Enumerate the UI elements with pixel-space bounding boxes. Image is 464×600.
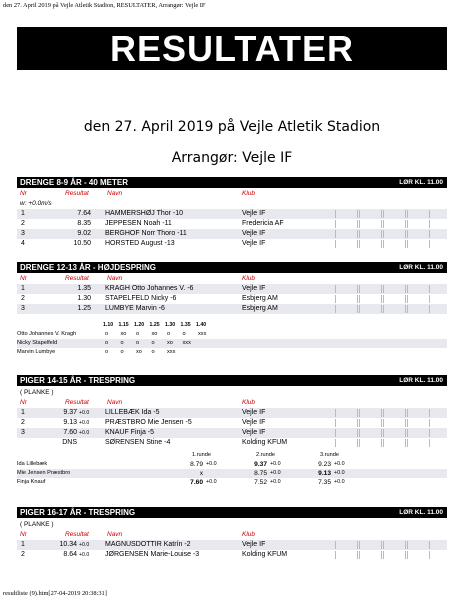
grid-cell bbox=[383, 541, 406, 549]
bar-height: 1.35 bbox=[180, 322, 191, 328]
wind-value: +0.0 bbox=[79, 410, 90, 416]
grid-cell bbox=[407, 295, 430, 303]
athlete-name: Ida Lillebæk bbox=[17, 461, 48, 467]
grid-cell bbox=[359, 285, 382, 293]
grid-cell bbox=[359, 419, 382, 427]
grid-cell bbox=[407, 551, 430, 559]
place: 2 bbox=[21, 419, 25, 426]
result-value: 1.35 bbox=[77, 285, 91, 292]
page-footer: resultliste (9).htm[27-04-2019 20:38:31] bbox=[3, 590, 107, 597]
grid-cell bbox=[407, 220, 430, 228]
column-headers bbox=[17, 397, 447, 408]
result-row bbox=[17, 294, 447, 304]
attempt-mark: o bbox=[120, 349, 124, 355]
col-navn: Navn bbox=[107, 275, 123, 282]
result-value: 7.64 bbox=[77, 210, 91, 217]
round-result: 7.35 bbox=[318, 479, 331, 486]
wind-note: w: +0.0m/s bbox=[20, 200, 52, 207]
round-result: 8.75 bbox=[254, 470, 267, 477]
section-title: DRENGE 12-13 ÅR - HØJDESPRING bbox=[20, 263, 157, 272]
round-wind: +0.0 bbox=[270, 470, 281, 476]
club-name: Vejle IF bbox=[242, 419, 266, 426]
section-drenge-8-9 bbox=[17, 177, 447, 249]
place: 1 bbox=[21, 210, 25, 217]
round-result: 9.13 bbox=[318, 470, 331, 477]
col-resultat: Resultat bbox=[65, 531, 89, 538]
place: 1 bbox=[21, 541, 25, 548]
club-name: Vejle IF bbox=[242, 285, 266, 292]
place: 3 bbox=[21, 429, 25, 436]
round-row bbox=[17, 478, 447, 487]
result-value: 9.13 bbox=[63, 419, 77, 426]
empty-cells bbox=[335, 209, 447, 219]
grid-cell bbox=[383, 419, 406, 427]
grid-cell bbox=[383, 210, 406, 218]
col-resultat: Resultat bbox=[65, 399, 89, 406]
place: 1 bbox=[21, 285, 25, 292]
result-row bbox=[17, 284, 447, 294]
attempt-row bbox=[17, 348, 447, 357]
grid-cell bbox=[383, 439, 406, 447]
club-name: Vejle IF bbox=[242, 429, 266, 436]
section-time: LØR KL. 11.00 bbox=[399, 179, 443, 186]
club-name: Fredericia AF bbox=[242, 220, 284, 227]
athlete-name: KNAUF Finja -5 bbox=[105, 429, 155, 436]
result-row bbox=[17, 438, 447, 448]
height-headers bbox=[17, 320, 447, 330]
attempt-mark: xo bbox=[120, 331, 127, 337]
club-name: Vejle IF bbox=[242, 409, 266, 416]
empty-cells bbox=[335, 219, 447, 229]
result-row bbox=[17, 219, 447, 229]
grid-cell bbox=[407, 419, 430, 427]
grid-cell bbox=[383, 285, 406, 293]
col-resultat: Resultat bbox=[65, 275, 89, 282]
section-time: LØR KL. 11.00 bbox=[399, 509, 443, 516]
result-value: 7.60 bbox=[63, 429, 77, 436]
round-row bbox=[17, 460, 447, 469]
round-label: 2.runde bbox=[256, 452, 275, 458]
grid-cell bbox=[359, 240, 382, 248]
section-header bbox=[17, 262, 447, 273]
place: 4 bbox=[21, 240, 25, 247]
grid-cell bbox=[407, 439, 430, 447]
grid-cell bbox=[383, 295, 406, 303]
result-value: 1.25 bbox=[77, 305, 91, 312]
athlete-name: SØRENSEN Stine -4 bbox=[105, 439, 171, 446]
col-nr: Nr bbox=[20, 399, 27, 406]
grid-cell bbox=[335, 210, 358, 218]
result-value: DNS bbox=[62, 439, 77, 446]
attempt-mark: o bbox=[120, 340, 124, 346]
round-label: 3.runde bbox=[320, 452, 339, 458]
result-value: 10.34 bbox=[59, 541, 77, 548]
result-row bbox=[17, 428, 447, 438]
athlete-name: STAPELFELD Nicky -6 bbox=[105, 295, 177, 302]
col-nr: Nr bbox=[20, 190, 27, 197]
attempt-mark: o bbox=[105, 331, 109, 337]
grid-cell bbox=[407, 230, 430, 238]
club-name: Kolding KFUM bbox=[242, 551, 288, 558]
place: 1 bbox=[21, 409, 25, 416]
round-result: 8.79 bbox=[190, 461, 203, 468]
wind-value: +0.0 bbox=[79, 430, 90, 436]
grid-cell bbox=[335, 240, 358, 248]
col-navn: Navn bbox=[107, 190, 123, 197]
round-row bbox=[17, 469, 447, 478]
result-value: 8.64 bbox=[63, 551, 77, 558]
attempt-mark: o bbox=[105, 340, 109, 346]
section-title: PIGER 16-17 ÅR - TRESPRING bbox=[20, 508, 136, 517]
col-klub: Klub bbox=[242, 275, 256, 282]
attempt-mark: xxx bbox=[182, 340, 191, 346]
round-wind: +0.0 bbox=[334, 470, 345, 476]
grid-cell bbox=[359, 409, 382, 417]
attempt-mark: o bbox=[182, 331, 186, 337]
round-result: 9.23 bbox=[318, 461, 331, 468]
section-title: PIGER 14-15 ÅR - TRESPRING bbox=[20, 376, 136, 385]
section-piger-16-17 bbox=[17, 507, 447, 560]
grid-cell bbox=[335, 285, 358, 293]
section-header bbox=[17, 177, 447, 188]
athlete-name: JEPPESEN Noah -11 bbox=[105, 220, 172, 227]
round-result: 7.52 bbox=[254, 479, 267, 486]
athlete-name: MAGNUSDOTTIR Katrín -2 bbox=[105, 541, 191, 548]
result-value: 1.30 bbox=[77, 295, 91, 302]
club-name: Esbjerg AM bbox=[242, 305, 278, 312]
place: 2 bbox=[21, 295, 25, 302]
place: 2 bbox=[21, 220, 25, 227]
result-row bbox=[17, 209, 447, 219]
club-name: Vejle IF bbox=[242, 541, 266, 548]
grid-cell bbox=[359, 295, 382, 303]
section-piger-14-15 bbox=[17, 375, 447, 487]
column-headers bbox=[17, 273, 447, 284]
col-navn: Navn bbox=[107, 399, 123, 406]
round-result: 9.37 bbox=[254, 461, 267, 468]
round-wind: +0.0 bbox=[206, 479, 217, 485]
col-resultat: Resultat bbox=[65, 190, 89, 197]
empty-cells bbox=[335, 304, 447, 314]
grid-cell bbox=[335, 429, 358, 437]
empty-cells bbox=[335, 284, 447, 294]
athlete-name: Nicky Stapelfeld bbox=[17, 340, 58, 346]
round-wind: +0.0 bbox=[334, 479, 345, 485]
wind-value: +0.0 bbox=[79, 420, 90, 426]
grid-cell bbox=[383, 305, 406, 313]
result-row bbox=[17, 408, 447, 418]
attempt-row bbox=[17, 339, 447, 348]
grid-cell bbox=[407, 210, 430, 218]
empty-cells bbox=[335, 428, 447, 438]
athlete-name: PRÆSTBRO Mie Jensen -5 bbox=[105, 419, 192, 426]
athlete-name: Mie Jensen Præstbro bbox=[17, 470, 71, 476]
attempt-row bbox=[17, 330, 447, 339]
athlete-name: LUMBYE Marvin -6 bbox=[105, 305, 165, 312]
section-drenge-12-13 bbox=[17, 262, 447, 357]
place: 3 bbox=[21, 305, 25, 312]
result-value: 9.02 bbox=[77, 230, 91, 237]
grid-cell bbox=[335, 220, 358, 228]
empty-cells bbox=[335, 294, 447, 304]
page-header: den 27. April 2019 på Vejle Atletik Stadion, RESULTATER, Arrangør: Vejle IF bbox=[3, 2, 206, 9]
grid-cell bbox=[335, 551, 358, 559]
grid-cell bbox=[407, 285, 430, 293]
place: 3 bbox=[21, 230, 25, 237]
bar-height: 1.10 bbox=[103, 322, 114, 328]
grid-cell bbox=[359, 429, 382, 437]
athlete-name: Otto Johannes V. Kragh bbox=[17, 331, 77, 337]
attempt-mark: xo bbox=[136, 349, 142, 355]
event-date-venue: den 27. April 2019 på Vejle Atletik Stadion bbox=[83, 119, 381, 135]
grid-cell bbox=[359, 210, 382, 218]
wind-value: +0.0 bbox=[79, 542, 90, 548]
grid-cell bbox=[383, 230, 406, 238]
planke-note: ( PLANKE ) bbox=[20, 389, 54, 396]
bar-height: 1.20 bbox=[134, 322, 145, 328]
round-result: 7.60 bbox=[190, 479, 203, 486]
athlete-name: JØRGENSEN Marie-Louise -3 bbox=[105, 551, 200, 558]
col-klub: Klub bbox=[242, 399, 256, 406]
attempt-mark: o bbox=[136, 340, 140, 346]
result-row bbox=[17, 239, 447, 249]
empty-cells bbox=[335, 239, 447, 249]
attempt-mark: o bbox=[151, 349, 155, 355]
section-title: DRENGE 8-9 ÅR - 40 METER bbox=[20, 178, 129, 187]
empty-cells bbox=[335, 408, 447, 418]
club-name: Vejle IF bbox=[242, 240, 266, 247]
attempt-mark: xxx bbox=[167, 349, 176, 355]
empty-cells bbox=[335, 540, 447, 550]
attempt-mark: o bbox=[151, 340, 155, 346]
empty-cells bbox=[335, 550, 447, 560]
result-row bbox=[17, 418, 447, 428]
grid-cell bbox=[383, 240, 406, 248]
grid-cell bbox=[359, 305, 382, 313]
round-wind: +0.0 bbox=[270, 461, 281, 467]
bar-height: 1.25 bbox=[149, 322, 160, 328]
grid-cell bbox=[383, 409, 406, 417]
banner-title: RESULTATER bbox=[17, 27, 447, 70]
attempt-mark: xo bbox=[167, 340, 173, 346]
grid-cell bbox=[335, 541, 358, 549]
round-result: x bbox=[199, 470, 203, 477]
planke-note: ( PLANKE ) bbox=[20, 521, 54, 528]
result-value: 10.50 bbox=[73, 240, 91, 247]
round-wind: +0.0 bbox=[270, 479, 281, 485]
athlete-name: HAMMERSHØJ Thor -10 bbox=[105, 210, 184, 217]
attempt-mark: xxx bbox=[198, 331, 207, 337]
bar-height: 1.40 bbox=[196, 322, 207, 328]
club-name: Vejle IF bbox=[242, 230, 266, 237]
section-time: LØR KL. 11.00 bbox=[399, 377, 443, 384]
grid-cell bbox=[335, 295, 358, 303]
event-organizer: Arrangør: Vejle IF bbox=[171, 150, 293, 166]
grid-cell bbox=[335, 230, 358, 238]
club-name: Kolding KFUM bbox=[242, 439, 288, 446]
grid-cell bbox=[359, 439, 382, 447]
round-label: 1.runde bbox=[192, 452, 211, 458]
grid-cell bbox=[335, 409, 358, 417]
grid-cell bbox=[335, 305, 358, 313]
section-header bbox=[17, 375, 447, 386]
col-nr: Nr bbox=[20, 531, 27, 538]
wind-value: +0.0 bbox=[79, 552, 90, 558]
round-wind: +0.0 bbox=[334, 461, 345, 467]
round-headers bbox=[17, 451, 447, 460]
club-name: Esbjerg AM bbox=[242, 295, 278, 302]
result-row bbox=[17, 540, 447, 550]
grid-cell bbox=[407, 429, 430, 437]
section-header bbox=[17, 507, 447, 518]
athlete-name: HORSTED August -13 bbox=[105, 240, 175, 247]
col-klub: Klub bbox=[242, 190, 256, 197]
attempt-mark: o bbox=[167, 331, 171, 337]
column-headers bbox=[17, 188, 447, 199]
grid-cell bbox=[359, 541, 382, 549]
bar-height: 1.15 bbox=[118, 322, 129, 328]
grid-cell bbox=[383, 220, 406, 228]
athlete-name: LILLEBÆK Ida -5 bbox=[105, 409, 160, 416]
col-navn: Navn bbox=[107, 531, 123, 538]
grid-cell bbox=[335, 419, 358, 427]
result-row bbox=[17, 304, 447, 314]
bar-height: 1.30 bbox=[165, 322, 176, 328]
grid-cell bbox=[359, 551, 382, 559]
athlete-name: BERGHOF Norr Thoro -11 bbox=[105, 230, 187, 237]
grid-cell bbox=[359, 220, 382, 228]
section-time: LØR KL. 11.00 bbox=[399, 264, 443, 271]
attempt-mark: o bbox=[105, 349, 109, 355]
athlete-name: KRAGH Otto Johannes V. -6 bbox=[105, 285, 194, 292]
athlete-name: Finja Knauf bbox=[17, 479, 46, 485]
attempt-mark: o bbox=[136, 331, 140, 337]
result-value: 9.37 bbox=[63, 409, 77, 416]
grid-cell bbox=[407, 409, 430, 417]
empty-cells bbox=[335, 229, 447, 239]
athlete-name: Marvin Lumbye bbox=[17, 349, 56, 355]
result-value: 8.35 bbox=[77, 220, 91, 227]
club-name: Vejle IF bbox=[242, 210, 266, 217]
result-row bbox=[17, 229, 447, 239]
attempt-mark: xo bbox=[151, 331, 158, 337]
grid-cell bbox=[407, 541, 430, 549]
empty-cells bbox=[335, 418, 447, 428]
grid-cell bbox=[359, 230, 382, 238]
grid-cell bbox=[407, 305, 430, 313]
grid-cell bbox=[335, 439, 358, 447]
round-wind: +0.0 bbox=[206, 461, 217, 467]
col-nr: Nr bbox=[20, 275, 27, 282]
grid-cell bbox=[383, 551, 406, 559]
grid-cell bbox=[383, 429, 406, 437]
grid-cell bbox=[407, 240, 430, 248]
col-klub: Klub bbox=[242, 531, 256, 538]
place: 2 bbox=[21, 551, 25, 558]
result-row bbox=[17, 550, 447, 560]
empty-cells bbox=[335, 438, 447, 448]
column-headers bbox=[17, 529, 447, 540]
